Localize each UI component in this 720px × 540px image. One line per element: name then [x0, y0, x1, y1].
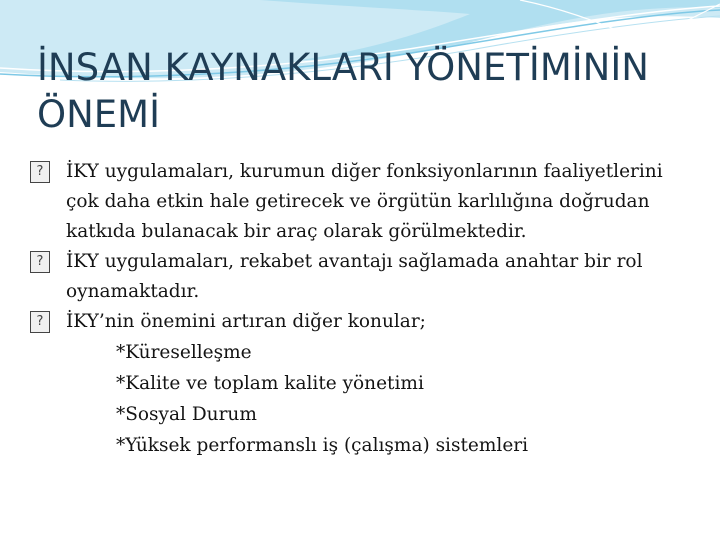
sub-item-2: *Kalite ve toplam kalite yönetimi: [116, 373, 424, 394]
sub-item-1: *Küreselleşme: [116, 342, 252, 363]
bullet-item-3: [30, 307, 690, 337]
missing-glyph-bullet-icon: ?: [30, 251, 50, 273]
title-line-1: İNSAN KAYNAKLARI YÖNETİMİNİN: [37, 46, 649, 89]
title-line-2: ÖNEMİ: [37, 93, 161, 136]
bullet-item-2: [30, 247, 690, 307]
bullet-text-3: İKY’nin önemini artıran diğer konular;: [66, 311, 426, 332]
slide-title: [37, 44, 697, 138]
bullet-item-1: [30, 157, 690, 247]
slide-body: [30, 157, 690, 461]
bullet-text-2: İKY uygulamaları, rekabet avantajı sağlamada anahtar bir rol oynamaktadır.: [66, 251, 643, 302]
missing-glyph-bullet-icon: ?: [30, 311, 50, 333]
sub-item-4: *Yüksek performanslı iş (çalışma) sistemleri: [116, 435, 529, 456]
missing-glyph-bullet-icon: ?: [30, 161, 50, 183]
bullet-text-1: İKY uygulamaları, kurumun diğer fonksiyonlarının faaliyetlerini çok daha etkin hale getirecek ve örgütün karlılığına doğrudan katkıda bulanacak bir araç olarak görülmektedir.: [66, 161, 663, 242]
sub-item-3: *Sosyal Durum: [116, 404, 257, 425]
